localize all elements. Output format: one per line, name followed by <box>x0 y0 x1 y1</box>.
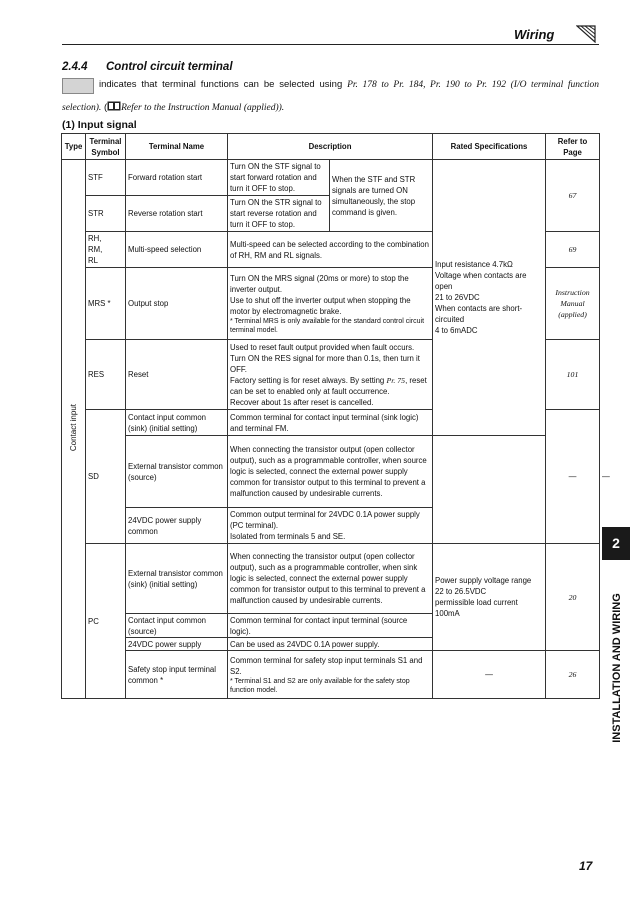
intro-line-1 <box>99 79 599 90</box>
rh-symbol-c: RL <box>88 256 98 265</box>
intro-manual-ref: Refer to the Instruction Manual (applied)). <box>121 103 285 113</box>
stf-desc: Turn ON the STF signal to start forward rotation and turn it OFF to stop. <box>228 160 330 196</box>
stf-name: Forward rotation start <box>126 160 228 196</box>
res-desc-2: Turn ON the RES signal for more than 0.1s, then turn it OFF. <box>230 353 420 374</box>
chapter-number-tab: 2 <box>602 527 630 560</box>
intro-text-a: indicates that terminal functions can be selected using <box>99 79 348 90</box>
sd-r2-name: External transistor common (source) <box>126 436 228 508</box>
pc-rated-b: 22 to 26.5VDC <box>435 587 487 596</box>
str-name: Reverse rotation start <box>126 196 228 232</box>
rh-name: Multi-speed selection <box>126 232 228 268</box>
stf-ref-page: 67 <box>546 160 600 232</box>
sd-r3-desc-2: Isolated from terminals 5 and SE. <box>230 532 346 541</box>
rh-symbol-b: RM, <box>88 245 103 254</box>
header-name: Terminal Name <box>126 134 228 160</box>
sd-r1-desc: Common terminal for contact input terminal (sink logic) and terminal FM. <box>228 410 433 436</box>
table-row <box>62 544 600 614</box>
res-desc-3 <box>230 375 430 397</box>
subsection-title: (1) Input signal <box>62 119 137 131</box>
mrs-note: * Terminal MRS is only available for the standard control circuit terminal model. <box>230 317 425 334</box>
page-number: 17 <box>579 859 593 873</box>
pc-r2-desc: Common terminal for contact input terminal (source logic). <box>228 614 433 638</box>
mrs-name: Output stop <box>126 268 228 340</box>
res-desc-4: Recover about 1s after reset is cancelled. <box>230 397 374 407</box>
header-symbol-line1: Terminal <box>89 136 122 146</box>
rated-input-l2: Voltage when contacts are open <box>435 271 527 291</box>
pc-ref-page: 20 <box>546 544 600 651</box>
pc-r4-ref-page: 26 <box>546 651 600 699</box>
stf-symbol: STF <box>86 160 126 196</box>
pc-r4-note: * Terminal S1 and S2 are only available for the safety stop function model. <box>230 677 410 694</box>
table-row <box>62 508 600 544</box>
table-row: SD Contact input common (sink) (initial setting) Common terminal for contact input terminal (sink logic) and terminal FM. — — <box>62 410 600 436</box>
stf-str-common-desc: When the STF and STR signals are turned ON simultaneously, the stop command is given. <box>330 160 433 232</box>
rated-input-cell <box>433 160 546 436</box>
rh-symbol <box>86 232 126 268</box>
selectable-function-marker <box>62 78 94 94</box>
mrs-ref-b: Manual <box>560 299 585 308</box>
header-ref-line1: Refer to <box>557 136 588 146</box>
section-title: Control circuit terminal <box>106 61 233 73</box>
chapter-label <box>604 580 630 756</box>
res-param-ref: Pr. 75 <box>386 375 406 385</box>
pc-rated-d: 100mA <box>435 609 460 618</box>
wiring-stripes-icon <box>576 25 596 43</box>
str-symbol: STR <box>86 196 126 232</box>
header-rule <box>62 44 599 45</box>
rated-input-l1: Input resistance 4.7kΩ <box>435 260 513 269</box>
pc-r4-desc-main: Common terminal for safety stop input terminals S1 and S2. <box>230 655 423 676</box>
header-ref-line2: Page <box>563 147 582 157</box>
mrs-ref-a: Instruction <box>555 288 590 297</box>
mrs-symbol: MRS * <box>86 268 126 340</box>
pc-r3-desc: Can be used as 24VDC 0.1A power supply. <box>228 638 433 651</box>
pc-r4-name: Safety stop input terminal common * <box>126 651 228 699</box>
sd-rated: — <box>546 410 600 544</box>
book-reference-icon <box>107 101 121 111</box>
mrs-desc <box>228 268 433 340</box>
chapter-label-text: INSTALLATION AND WIRING <box>611 593 623 743</box>
mrs-ref <box>546 268 600 340</box>
pc-r1-name: External transistor common (sink) (initial setting) <box>126 544 228 614</box>
header-description: Description <box>228 134 433 160</box>
str-desc: Turn ON the STR signal to start reverse rotation and turn it OFF to stop. <box>228 196 330 232</box>
pc-r2-name: Contact input common (source) <box>126 614 228 638</box>
pc-symbol: PC <box>86 544 126 699</box>
sd-symbol: SD <box>86 410 126 544</box>
sd-r3-name: 24VDC power supply common <box>126 508 228 544</box>
rh-ref-page: 69 <box>546 232 600 268</box>
rh-desc: Multi-speed can be selected according to the combination of RH, RM and RL signals. <box>228 232 433 268</box>
res-desc-1: Used to reset fault output provided when fault occurs. <box>230 342 415 352</box>
table-header-row <box>62 134 600 160</box>
pc-r3-name: 24VDC power supply <box>126 638 228 651</box>
header-type: Type <box>62 134 86 160</box>
res-desc-3b: , reset can be set to enabled only at fault occurrence. <box>230 375 427 396</box>
table-row <box>62 651 600 699</box>
res-ref-page: 101 <box>546 340 600 410</box>
pc-r1-desc: When connecting the transistor output (open collector output), such as a programmable controller, when sink logic is selected, connect the external power supply common for transistor output to this terminal to prevent a malfunction caused by undesirable currents. <box>228 544 433 614</box>
pc-rated-c: permissible load current <box>435 598 518 607</box>
section-number: 2.4.4 <box>62 61 88 73</box>
pc-r4-desc <box>228 651 433 699</box>
mrs-desc-1: Turn ON the MRS signal (20ms or more) to stop the inverter output. <box>230 273 409 294</box>
input-signal-table <box>61 133 610 699</box>
res-desc <box>228 340 433 410</box>
mrs-ref-c: (applied) <box>558 310 587 319</box>
mrs-desc-2: Use to shut off the inverter output when stopping the motor by electromagnetic brake. <box>230 295 411 316</box>
header-symbol-line2: Symbol <box>91 147 120 157</box>
rated-input-l3: 21 to 26VDC <box>435 293 480 302</box>
table-row <box>62 160 600 196</box>
header-ref <box>546 134 600 160</box>
type-cell <box>62 160 86 699</box>
intro-param-ref-cont: selection). <box>62 103 102 113</box>
pc-r4-rated: — <box>433 651 546 699</box>
rh-symbol-a: RH, <box>88 234 102 243</box>
res-name: Reset <box>126 340 228 410</box>
intro-param-ref: Pr. 178 to Pr. 184, Pr. 190 to Pr. 192 (I/O terminal function <box>347 80 599 90</box>
pc-rated <box>433 544 546 651</box>
pc-rated-a: Power supply voltage range <box>435 576 532 585</box>
res-desc-3a: Factory setting is for reset always. By setting <box>230 375 387 385</box>
sd-r3-desc <box>228 508 433 544</box>
sd-r1-name: Contact input common (sink) (initial setting) <box>126 410 228 436</box>
sd-r3-desc-1: Common output terminal for 24VDC 0.1A power supply (PC terminal). <box>230 510 420 530</box>
header-title: Wiring <box>514 27 555 42</box>
header-symbol <box>86 134 126 160</box>
rated-input-l5: 4 to 6mADC <box>435 326 478 335</box>
rated-input-l4: When contacts are short-circuited <box>435 304 523 324</box>
intro-text-b: ( <box>101 102 108 113</box>
header-rated: Rated Specifications <box>433 134 546 160</box>
sd-r2-desc: When connecting the transistor output (open collector output), such as a programmable controller, when source logic is selected, connect the external power supply common for transistor output to this terminal to prevent a malfunction caused by undesirable currents. <box>228 436 433 508</box>
res-symbol: RES <box>86 340 126 410</box>
intro-line-2 <box>62 101 284 113</box>
table-row <box>62 436 600 508</box>
type-label: Contact input <box>69 403 78 452</box>
